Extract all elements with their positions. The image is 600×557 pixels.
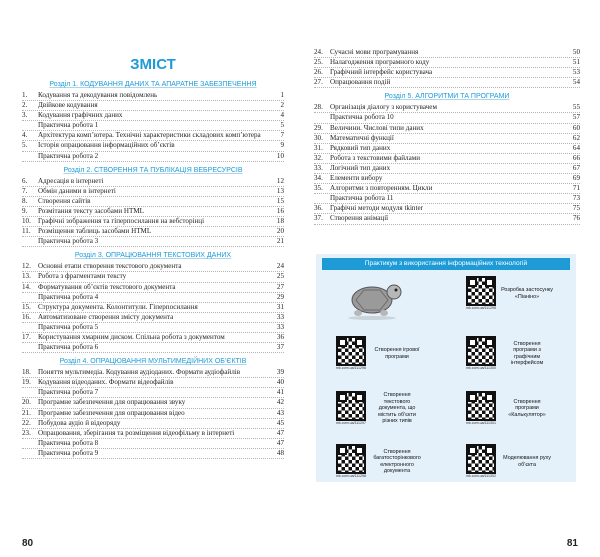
entry-page: 60 (572, 123, 580, 132)
entry-number: 21. (22, 408, 31, 417)
entry-page: 69 (572, 174, 580, 183)
entry-text: Практична робота 9 (38, 448, 99, 457)
qr-code-icon (466, 391, 496, 421)
entry-number: 3. (22, 111, 28, 120)
qr-link[interactable]: mk.com.ua/111297 (336, 421, 367, 425)
entry-text: Рядковий тип даних (330, 143, 391, 152)
practicum-card[interactable] (466, 391, 553, 426)
qr-code[interactable] (466, 391, 496, 426)
toc-entry (314, 113, 580, 123)
toc-entry (22, 419, 284, 429)
toc-entry (22, 121, 284, 131)
section-heading: Розділ 3. ОПРАЦЮВАННЯ ТЕКСТОВИХ ДАНИХ (74, 252, 232, 260)
toc-entry (22, 152, 284, 162)
qr-code-icon (466, 444, 496, 474)
entry-page: 50 (572, 48, 580, 56)
toc-entry (22, 111, 284, 121)
entry-text: Історія опрацювання інформаційних об’єктів (38, 141, 175, 150)
toc-entry (22, 283, 284, 293)
entry-text: Форматування об’єктів текстового документа (38, 282, 176, 291)
qr-code[interactable] (336, 391, 366, 426)
entry-number: 36. (314, 204, 323, 213)
entry-page: 29 (276, 292, 284, 301)
toc-entry (314, 204, 580, 214)
entry-page: 24 (276, 262, 284, 271)
entry-number: 2. (22, 101, 28, 110)
entry-text: Організація діалогу з користувачем (330, 103, 437, 112)
qr-code[interactable] (466, 444, 496, 479)
entry-page: 33 (276, 322, 284, 331)
entry-text: Програмне забезпечення для опрацювання звуку (38, 398, 186, 407)
entry-number: 25. (314, 58, 323, 67)
practicum-title: Практикум з використання інформаційних технологій (322, 258, 570, 270)
entry-text: Логічний тип даних (330, 163, 391, 172)
qr-code-icon (336, 336, 366, 366)
card-text: Створення багатосторінкового електронного документа (373, 448, 421, 474)
entry-page: 51 (572, 58, 580, 67)
entry-page: 12 (276, 176, 284, 185)
entry-page: 9 (280, 141, 284, 150)
entry-text: Практична робота 5 (38, 322, 99, 331)
toc-entry (22, 409, 284, 419)
entry-page: 71 (572, 184, 580, 193)
qr-code[interactable] (466, 276, 496, 311)
qr-link[interactable]: mk.com.ua/111302 (466, 474, 497, 478)
entry-text: Сучасні мови програмування (330, 48, 419, 56)
qr-code[interactable] (466, 336, 496, 371)
toc-right (314, 103, 580, 224)
card-text: Створення програми з графічним інтерфейсом (510, 340, 544, 366)
section-heading: Розділ 4. ОПРАЦЮВАННЯ МУЛЬТИМЕДІЙНИХ ОБ’ЄКТІВ (59, 358, 247, 366)
entry-number: 27. (314, 78, 323, 87)
entry-page: 1 (280, 91, 284, 99)
entry-page: 39 (276, 368, 284, 377)
entry-number: 24. (314, 48, 323, 56)
entry-number: 32. (314, 153, 323, 162)
entry-text: Користування хмарним диском. Спільна робота з документом (38, 332, 225, 341)
entry-number: 33. (314, 163, 323, 172)
entry-page: 20 (276, 227, 284, 236)
toc-entry (314, 58, 580, 68)
entry-text: Практична робота 2 (38, 151, 99, 160)
card-text: Створення програми «Калькулятор» (508, 398, 546, 418)
entry-number: 9. (22, 206, 28, 215)
entry-page: 67 (572, 163, 580, 172)
entry-text: Опрацювання, зберігання та розміщення відеофільму в інтернеті (38, 428, 235, 437)
entry-page: 7 (280, 131, 284, 140)
practicum-card[interactable] (466, 444, 553, 479)
toc-entry (22, 131, 284, 141)
entry-text: Математичні функції (330, 133, 394, 142)
toc-entry (22, 207, 284, 217)
entry-page: 27 (276, 282, 284, 291)
entry-text: Практична робота 1 (38, 121, 99, 130)
toc-entry (22, 313, 284, 323)
entry-page: 66 (572, 153, 580, 162)
toc-entry (314, 194, 580, 204)
entry-text: Автоматизоване створення змісту документа (38, 312, 174, 321)
entry-text: Створення анімації (330, 214, 389, 223)
toc-entry (314, 78, 580, 88)
entry-number: 15. (22, 302, 31, 311)
entry-text: Поняття мультимедіа. Кодування аудіоданих. Формати аудіофайлів (38, 368, 241, 377)
qr-link[interactable]: mk.com.ua/111300 (466, 366, 497, 370)
toc-entry (22, 333, 284, 343)
entry-number: 35. (314, 184, 323, 193)
entry-page: 41 (276, 388, 284, 397)
entry-page: 73 (572, 194, 580, 203)
entry-page: 15 (276, 196, 284, 205)
entry-page: 2 (280, 101, 284, 110)
entry-page: 37 (276, 343, 284, 352)
toc-entry (22, 378, 284, 388)
entry-text: Розмітання тексту засобами HTML (38, 206, 144, 215)
entry-number: 20. (22, 398, 31, 407)
entry-text: Практична робота 10 (330, 113, 394, 122)
toc-entry (22, 91, 284, 101)
toc-entry (22, 101, 284, 111)
entry-text: Практична робота 11 (330, 194, 394, 203)
toc-entry (314, 124, 580, 134)
toc-entry (22, 439, 284, 449)
toc-entry (314, 103, 580, 113)
toc-entry (22, 237, 284, 247)
toc-entry (22, 293, 284, 303)
entry-text: Обмін даними в інтернеті (38, 186, 116, 195)
entry-text: Кодування відеоданих. Формати відеофайлів (38, 378, 174, 387)
entry-text: Практична робота 7 (38, 388, 99, 397)
toc-entry (314, 184, 580, 194)
entry-number: 28. (314, 103, 323, 112)
toc-entry (22, 398, 284, 408)
entry-number: 7. (22, 186, 28, 195)
toc-right-top (314, 48, 580, 88)
toc-entry (22, 388, 284, 398)
qr-code-icon (466, 336, 496, 366)
entry-page: 47 (276, 438, 284, 447)
entry-page: 36 (276, 332, 284, 341)
entry-page: 33 (276, 312, 284, 321)
entry-number: 30. (314, 133, 323, 142)
entry-number: 17. (22, 332, 31, 341)
entry-text: Практична робота 3 (38, 237, 99, 246)
entry-page: 53 (572, 68, 580, 77)
toc-entry (314, 48, 580, 58)
entry-number: 8. (22, 196, 28, 205)
toc-entry (314, 174, 580, 184)
toc-entry (22, 343, 284, 353)
practicum-card[interactable] (466, 276, 553, 311)
entry-page: 21 (276, 237, 284, 246)
entry-text: Основні етапи створення текстового документа (38, 262, 182, 271)
entry-text: Адресація в інтернеті (38, 176, 104, 185)
left-page (22, 48, 284, 459)
toc-entry (22, 177, 284, 187)
entry-text: Робота з фрагментами тексту (38, 272, 127, 281)
entry-number: 22. (22, 418, 31, 427)
entry-page: 75 (572, 204, 580, 213)
entry-text: Програмне забезпечення для опрацювання відео (38, 408, 185, 417)
practicum-card[interactable] (336, 336, 423, 371)
entry-page: 5 (280, 121, 284, 130)
qr-code-icon (466, 276, 496, 306)
entry-number: 23. (22, 428, 31, 437)
entry-text: Практична робота 4 (38, 292, 99, 301)
entry-number: 34. (314, 174, 323, 183)
entry-page: 40 (276, 378, 284, 387)
entry-page: 47 (276, 428, 284, 437)
section-heading: Розділ 2. СТВОРЕННЯ ТА ПУБЛІКАЦІЯ ВЕБРЕСУРСІВ (63, 166, 243, 174)
card-text: Створення текстового документа, що містить об’єкти різних типів (378, 392, 416, 425)
toc-entry (22, 141, 284, 151)
entry-text: Налагодження програмного коду (330, 58, 430, 67)
page-number-left: 80 (22, 538, 34, 549)
card-text: Розробка застосунку «Піаніно» (501, 287, 553, 300)
qr-code-icon (336, 391, 366, 421)
toc-entry (314, 68, 580, 78)
entry-number: 26. (314, 68, 323, 77)
entry-text: Робота з текстовими файлами (330, 153, 421, 162)
toc-entry (22, 217, 284, 227)
entry-page: 25 (276, 272, 284, 281)
entry-number: 14. (22, 282, 31, 291)
entry-page: 16 (276, 206, 284, 215)
qr-link[interactable]: mk.com.ua/111295 (466, 306, 497, 310)
turtle-icon (342, 276, 406, 320)
entry-number: 16. (22, 312, 31, 321)
entry-page: 10 (276, 151, 284, 160)
toc-entry (22, 262, 284, 272)
page-number-right: 81 (566, 538, 578, 549)
entry-text: Побудова аудіо й відеоряду (38, 418, 121, 427)
entry-page: 76 (572, 214, 580, 223)
entry-text: Кодування графічних даних (38, 111, 123, 120)
entry-page: 57 (572, 113, 580, 122)
entry-number: 12. (22, 262, 31, 271)
entry-number: 10. (22, 217, 31, 226)
entry-number: 5. (22, 141, 28, 150)
qr-code[interactable] (336, 336, 366, 371)
entry-page: 48 (276, 448, 284, 457)
qr-code[interactable] (336, 444, 366, 479)
entry-text: Створення сайтів (38, 196, 91, 205)
entry-text: Розміщення таблиць засобами HTML (38, 227, 152, 236)
entry-number: 19. (22, 378, 31, 387)
entry-page: 64 (572, 143, 580, 152)
entry-page: 62 (572, 133, 580, 142)
toc-entry (314, 134, 580, 144)
right-page (314, 48, 580, 225)
toc-entry (22, 272, 284, 282)
toc-entry (22, 323, 284, 333)
qr-link[interactable]: mk.com.ua/111298 (336, 474, 367, 478)
entry-text: Архітектура комп’ютера. Технічні характеристики складових комп’ютера (38, 131, 261, 140)
entry-number: 31. (314, 143, 323, 152)
toc-left (22, 80, 284, 459)
entry-text: Структура документа. Колонтитули. Гіперпосилання (38, 302, 198, 311)
section-heading: Розділ 1. КОДУВАННЯ ДАНИХ ТА АПАРАТНЕ ЗАБЕЗПЕЧЕННЯ (49, 81, 257, 88)
card-text: Моделювання руху об’єкта (503, 455, 551, 468)
entry-text: Алгоритми з повторенням. Цикли (330, 184, 433, 193)
card-text: Створення ігрової програми (374, 347, 420, 360)
qr-link[interactable]: mk.com.ua/111296 (336, 366, 367, 370)
entry-text: Практична робота 6 (38, 343, 99, 352)
entry-number: 37. (314, 214, 323, 223)
toc-entry (22, 449, 284, 459)
entry-page: 18 (276, 217, 284, 226)
entry-number: 6. (22, 176, 28, 185)
entry-page: 45 (276, 418, 284, 427)
entry-page: 43 (276, 408, 284, 417)
practicum-card[interactable] (336, 444, 423, 479)
entry-page: 31 (276, 302, 284, 311)
qr-code-icon (336, 444, 366, 474)
entry-text: Практична робота 8 (38, 438, 99, 447)
entry-text: Опрацювання подій (330, 78, 391, 87)
entry-text: Графічні методи модуля tkinter (330, 204, 423, 213)
section-heading: Розділ 5. АЛГОРИТМИ ТА ПРОГРАМИ (384, 93, 510, 101)
entry-number: 18. (22, 368, 31, 377)
toc-entry (22, 187, 284, 197)
entry-text: Кодування та декодування повідомлень (38, 91, 158, 99)
toc-entry (22, 429, 284, 439)
entry-text: Графічні зображення та гіперпосилання на вебсторінці (38, 217, 205, 226)
entry-page: 13 (276, 186, 284, 195)
practicum-box (316, 254, 576, 482)
entry-page: 55 (572, 103, 580, 112)
toc-entry (22, 197, 284, 207)
toc-entry (22, 303, 284, 313)
toc-entry (314, 214, 580, 224)
entry-text: Елементи вибору (330, 174, 383, 183)
entry-page: 4 (280, 111, 284, 120)
qr-link[interactable]: mk.com.ua/111301 (466, 421, 497, 425)
entry-page: 42 (276, 398, 284, 407)
page-title: ЗМІСТ (130, 56, 176, 73)
toc-entry (22, 368, 284, 378)
entry-number: 1. (22, 91, 28, 99)
toc-entry (314, 144, 580, 154)
entry-number: 13. (22, 272, 31, 281)
entry-text: Двійкове кодування (38, 101, 98, 110)
entry-text: Величини. Числові типи даних (330, 123, 424, 132)
toc-entry (314, 164, 580, 174)
practicum-card[interactable] (336, 391, 423, 426)
toc-entry (22, 227, 284, 237)
entry-number: 11. (22, 227, 31, 236)
entry-number: 4. (22, 131, 28, 140)
practicum-card[interactable] (466, 336, 553, 371)
toc-entry (314, 154, 580, 164)
entry-text: Графічний інтерфейс користувача (330, 68, 433, 77)
entry-number: 29. (314, 123, 323, 132)
entry-page: 54 (572, 78, 580, 87)
